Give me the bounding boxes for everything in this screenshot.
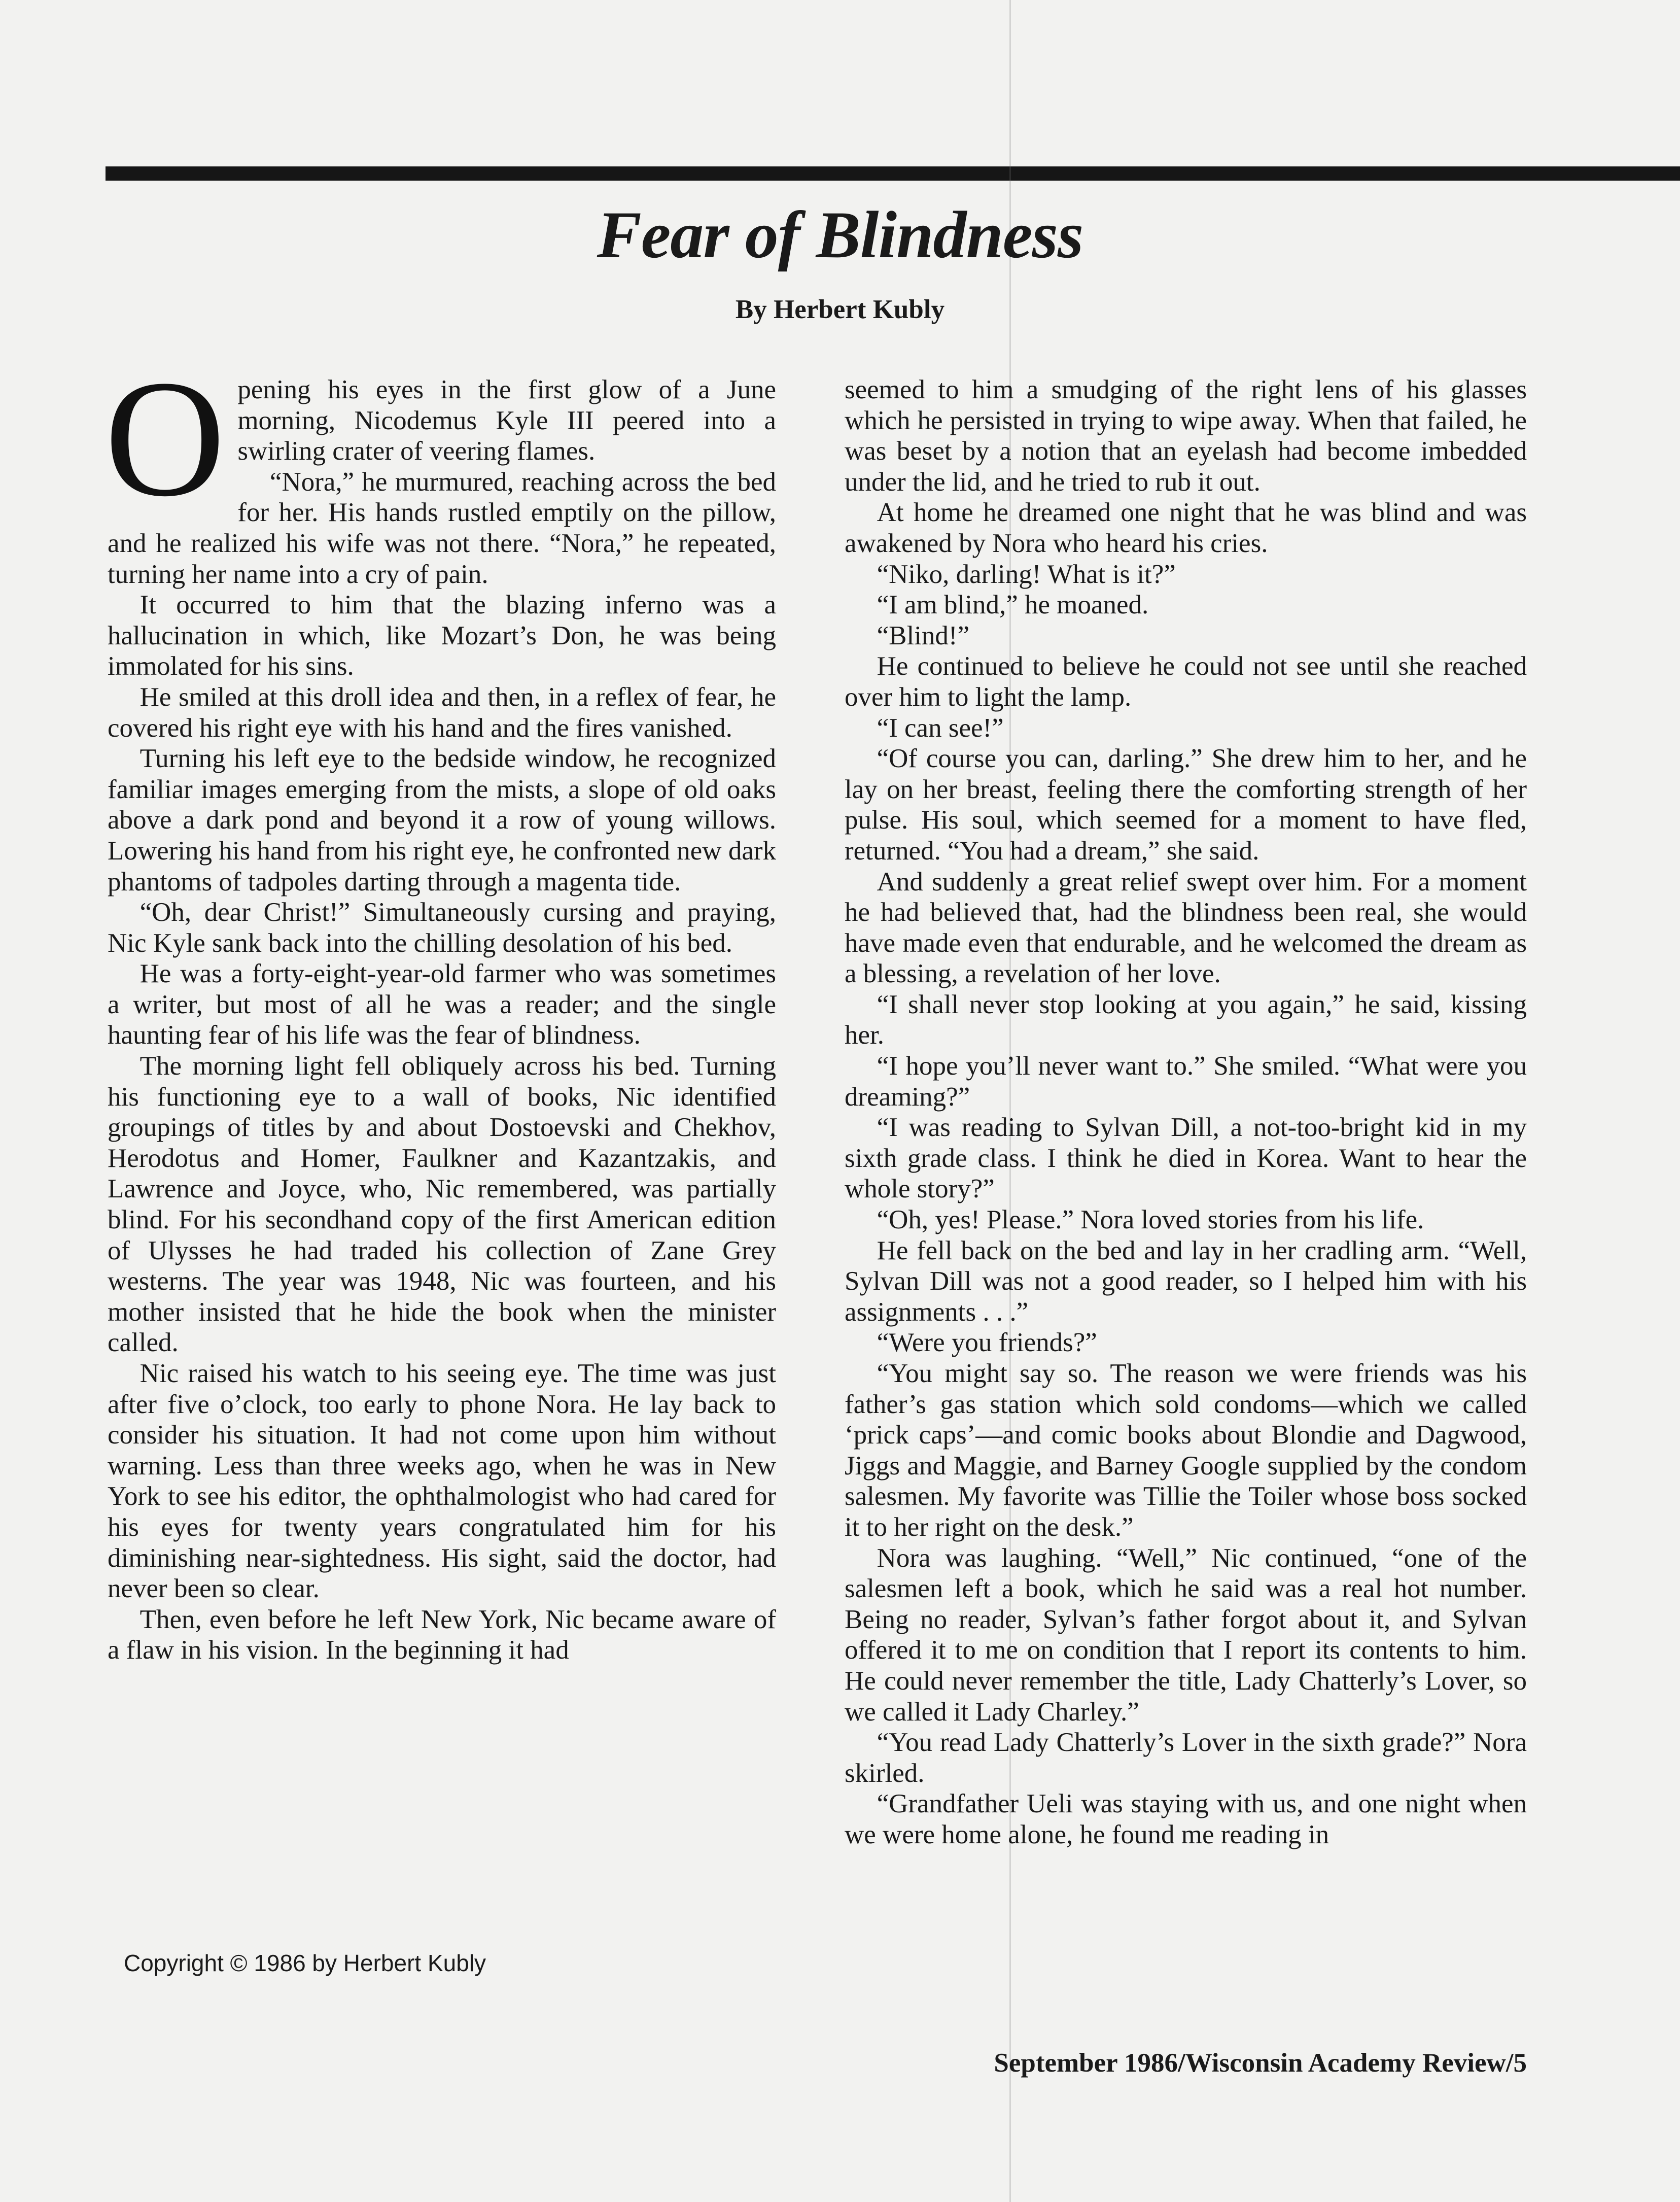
paragraph: Turning his left eye to the bedside window, he recognized familiar images emerging from the mists, a slope of old oaks above a dark pond and beyond it a row of young willows. Lowering his hand from his right eye, he confronted new dark phantoms of tadpoles darting through a magenta tide.: [108, 744, 776, 897]
paragraph: He was a forty-eight-year-old farmer who was sometimes a writer, but most of all he was a reader; and the single haunting fear of his life was the fear of blindness.: [108, 959, 776, 1050]
paragraph: “You might say so. The reason we were friends was his father’s gas station which sold condoms—which we called ‘prick caps’—and comic books about Blondie and Dagwood, Jiggs and Maggie, and Barney Google supplied by the condom salesmen. My favorite was Tillie the Toiler whose boss socked it to her right on the desk.”: [845, 1359, 1527, 1542]
paragraph: It occurred to him that the blazing inferno was a hallucination in which, like Mozart’s Don, he was being immolated for his sins.: [108, 590, 776, 681]
paragraph: “I hope you’ll never want to.” She smiled. “What were you dreaming?”: [845, 1051, 1527, 1112]
paragraph: “I shall never stop looking at you again,” he said, kissing her.: [845, 989, 1527, 1050]
paragraph-continued: seemed to him a smudging of the right lens of his glasses which he persisted in trying to wipe away. When that failed, he was beset by a notion that an eyelash had become imbedded under the lid, and he tried to rub it out.: [845, 375, 1527, 497]
drop-cap: O: [104, 346, 226, 531]
paragraph: “I was reading to Sylvan Dill, a not-too-bright kid in my sixth grade class. I think he died in Korea. Want to hear the whole story?”: [845, 1113, 1527, 1204]
paragraph: pening his eyes in the first glow of a June morning, Nicodemus Kyle III peered into a swirling crater of veering flames.: [237, 375, 776, 466]
paragraph: “I am blind,” he moaned.: [877, 590, 1149, 620]
left-column: [104, 346, 776, 1666]
paragraph: “Oh, dear Christ!” Simultaneously cursing and praying, Nic Kyle sank back into the chilling desolation of his bed.: [108, 898, 776, 958]
top-rule: [106, 166, 1680, 181]
paragraph: “Niko, darling! What is it?”: [877, 559, 1176, 589]
paragraph: He continued to believe he could not see until she reached over him to light the lamp.: [845, 651, 1527, 712]
paragraph: “Grandfather Ueli was staying with us, and one night when we were home alone, he found me reading in: [845, 1789, 1527, 1849]
paragraph: “Of course you can, darling.” She drew him to her, and he lay on her breast, feeling there the comforting strength of her pulse. His soul, which seemed for a moment to have fled, returned. “You had a dream,” she said.: [845, 744, 1527, 866]
article-title: Fear of Blindness: [597, 197, 1083, 272]
page-footer: September 1986/Wisconsin Academy Review/5: [994, 2048, 1527, 2078]
paragraph: Nora was laughing. “Well,” Nic continued, “one of the salesmen left a book, which he said was a real hot number. Being no reader, Sylvan’s father forgot about it, and Sylvan offered it to me on condition that I report its contents to him. He could never remember the title, Lady Chatterly’s Lover, so we called it Lady Charley.”: [845, 1543, 1527, 1727]
paragraph: “Oh, yes! Please.” Nora loved stories from his life.: [877, 1205, 1424, 1235]
paragraph: Then, even before he left New York, Nic became aware of a flaw in his vision. In the beginning it had: [108, 1604, 776, 1665]
paragraph: At home he dreamed one night that he was blind and was awakened by Nora who heard his cries.: [845, 498, 1527, 558]
paragraph: “Were you friends?”: [877, 1328, 1097, 1358]
paragraph: And suddenly a great relief swept over him. For a moment he had believed that, had the blindness been real, she would have made even that endurable, and he welcomed the dream as a blessing, a revelation of her love.: [845, 867, 1527, 989]
article-byline: By Herbert Kubly: [735, 295, 945, 324]
paragraph: Nic raised his watch to his seeing eye. The time was just after five o’clock, too early to phone Nora. He lay back to consider his situation. It had not come upon him without warning. Less than three weeks ago, when he was in New York to see his editor, the ophthalmologist who had cared for his eyes for twenty years congratulated him for his diminishing near-sightedness. His sight, said the doctor, had never been so clear.: [108, 1359, 776, 1604]
paragraph: He smiled at this droll idea and then, in a reflex of fear, he covered his right eye with his hand and the fires vanished.: [108, 682, 776, 743]
paragraph: He fell back on the bed and lay in her cradling arm. “Well, Sylvan Dill was not a good reader, so I helped him with his assignments . . .”: [845, 1235, 1527, 1327]
paragraph: “I can see!”: [877, 713, 1004, 743]
copyright-notice: Copyright © 1986 by Herbert Kubly: [124, 1950, 486, 1976]
paragraph: The morning light fell obliquely across his bed. Turning his functioning eye to a wall of books, Nic identified groupings of titles by and about Dostoevski and Chekhov, Herodotus and Homer, Faulkner and Kazantzakis, and Lawrence and Joyce, who, Nic remembered, was partially blind. For his secondhand copy of the first American edition of Ulysses he had traded his collection of Zane Grey westerns. The year was 1948, Nic was fourteen, and his mother insisted that he hide the book when the minister called.: [108, 1051, 776, 1358]
paragraph: “Nora,” he murmured, reaching across the bed for her. His hands rustled emptily on the pillow, and he realized his wife was not there. “Nora,” he repeated, turning her name into a cry of pain.: [108, 467, 776, 589]
paragraph: “Blind!”: [877, 621, 970, 650]
paragraph: “You read Lady Chatterly’s Lover in the sixth grade?” Nora skirled.: [845, 1728, 1527, 1788]
right-column: [845, 374, 1527, 1850]
